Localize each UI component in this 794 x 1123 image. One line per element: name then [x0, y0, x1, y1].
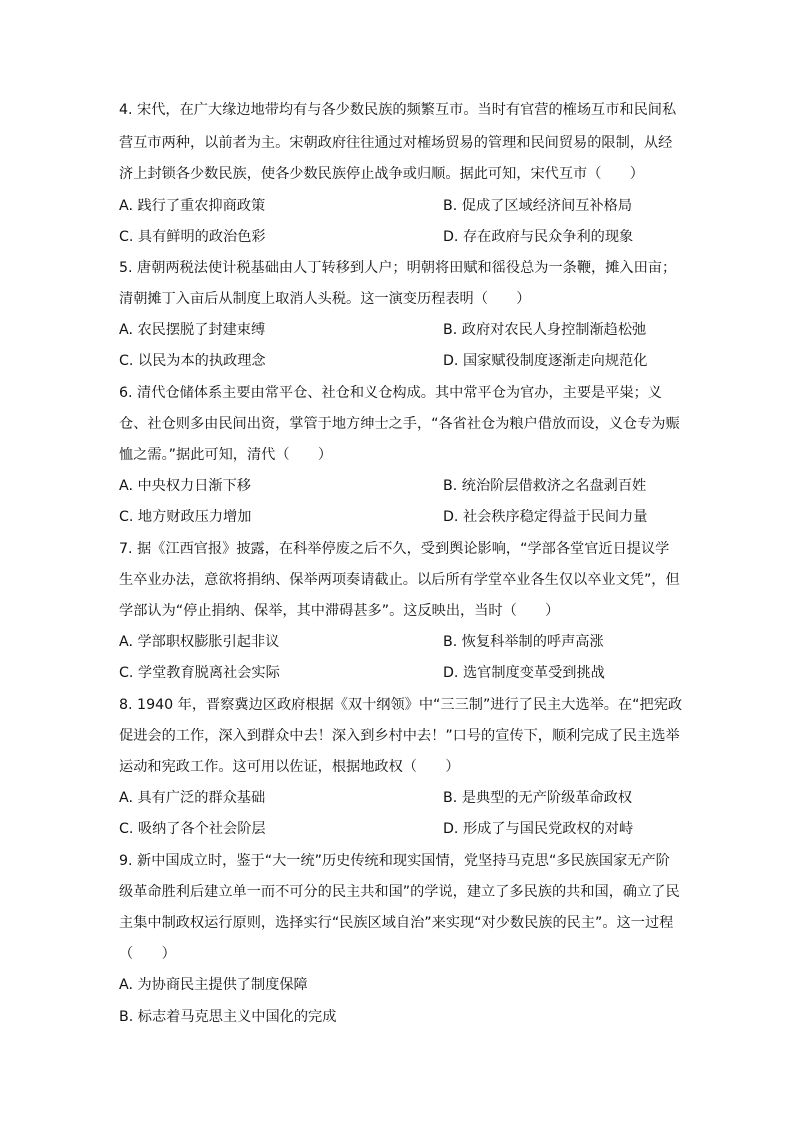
question-4-stem-line-3: 济上封锁各少数民族，使各少数民族停止战争或归顺。据此可知，宋代互市（ ） — [119, 166, 644, 182]
question-6-stem-line-1: 6. 清代仓储体系主要由常平仓、社仓和义仓构成。其中常平仓为官办，主要是平粜；义 — [119, 385, 662, 401]
question-8-option-b[interactable]: B. 是典型的无产阶级革命政权 — [443, 790, 633, 806]
question-7-option-d[interactable]: D. 选官制度变革受到挑战 — [443, 665, 605, 681]
question-4-option-c[interactable]: C. 具有鲜明的政治色彩 — [119, 229, 266, 245]
question-4-option-a[interactable]: A. 践行了重农抑商政策 — [119, 198, 266, 214]
question-8-option-a[interactable]: A. 具有广泛的群众基础 — [119, 790, 266, 806]
question-5-option-b[interactable]: B. 政府对农民人身控制渐趋松弛 — [443, 322, 647, 338]
question-7-option-b[interactable]: B. 恢复科举制的呼声高涨 — [443, 634, 604, 650]
question-8-stem-line-1: 8. 1940 年，晋察冀边区政府根据《双十纲领》中“三三制”进行了民主大选举。在“把宪政 — [119, 697, 683, 713]
question-9-stem-line-2: 级革命胜利后建立单一而不可分的民主共和国”的学说，建立了多民族的共和国，确立了民 — [119, 884, 680, 900]
question-4-stem-line-1: 4. 宋代，在广大缘边地带均有与各少数民族的频繁互市。当时有官营的榷场互市和民间私 — [119, 102, 677, 118]
question-7-stem-line-2: 生卒业办法，意欲将捐纳、保举两项奏请截止。以后所有学堂卒业各生仅以卒业文凭”，但 — [119, 572, 680, 588]
question-4-option-b[interactable]: B. 促成了区域经济间互补格局 — [443, 198, 633, 214]
question-7-option-a[interactable]: A. 学部职权膨胀引起非议 — [119, 634, 280, 650]
question-9-option-b[interactable]: B. 标志着马克思主义中国化的完成 — [119, 1009, 337, 1025]
question-6-option-c[interactable]: C. 地方财政压力增加 — [119, 509, 252, 525]
question-9-stem-line-4: （ ） — [119, 946, 176, 962]
question-9-stem-line-1: 9. 新中国成立时，鉴于“大一统”历史传统和现实国情，党坚持马克思“多民族国家无产阶 — [119, 853, 670, 869]
question-8-option-d[interactable]: D. 形成了与国民党政权的对峙 — [443, 821, 634, 837]
question-6-option-a[interactable]: A. 中央权力日渐下移 — [119, 478, 251, 494]
question-9-stem-line-3: 主集中制政权运行原则，选择实行“民族区域自治”来实现“对少数民族的民主”。这一过程 — [119, 915, 674, 931]
question-7-stem-line-3: 学部认为“停止捐纳、保举，其中滞碍甚多”。这反映出，当时（ ） — [119, 603, 560, 619]
question-8-stem-line-2: 促进会的工作，深入到群众中去！深入到乡村中去！”口号的宣传下，顺利完成了民主选举 — [119, 728, 680, 744]
question-5-option-d[interactable]: D. 国家赋役制度逐渐走向规范化 — [443, 353, 648, 369]
question-7-stem-line-1: 7. 据《江西官报》披露，在科举停废之后不久，受到舆论影响，“学部各堂官近日提议学 — [119, 541, 670, 557]
question-4-option-d[interactable]: D. 存在政府与民众争利的现象 — [443, 229, 634, 245]
question-6-stem-line-3: 恤之需。”据此可知，清代（ ） — [119, 447, 333, 463]
question-4-stem-line-2: 营互市两种，以前者为主。宋朝政府往往通过对榷场贸易的管理和民间贸易的限制，从经 — [119, 135, 673, 151]
question-7-option-c[interactable]: C. 学堂教育脱离社会实际 — [119, 665, 280, 681]
question-5-option-c[interactable]: C. 以民为本的执政理念 — [119, 353, 266, 369]
question-6-stem-line-2: 仓、社仓则多由民间出资，掌管于地方绅士之手，“各省社仓为粮户借放而设，义仓专为赈 — [119, 416, 680, 432]
question-6-option-b[interactable]: B. 统治阶层借救济之名盘剥百姓 — [443, 478, 647, 494]
question-5-stem-line-1: 5. 唐朝两税法使计税基础由人丁转移到人户；明朝将田赋和徭役总为一条鞭，摊入田亩； — [119, 260, 677, 276]
question-6-option-d[interactable]: D. 社会秩序稳定得益于民间力量 — [443, 509, 648, 525]
question-5-stem-line-2: 清朝摊丁入亩后从制度上取消人头税。这一演变历程表明（ ） — [119, 291, 531, 307]
question-8-option-c[interactable]: C. 吸纳了各个社会阶层 — [119, 821, 266, 837]
question-9-option-a[interactable]: A. 为协商民主提供了制度保障 — [119, 977, 308, 993]
question-8-stem-line-3: 运动和宪政工作。这可用以佐证，根据地政权（ ） — [119, 759, 460, 775]
question-5-option-a[interactable]: A. 农民摆脱了封建束缚 — [119, 322, 266, 338]
